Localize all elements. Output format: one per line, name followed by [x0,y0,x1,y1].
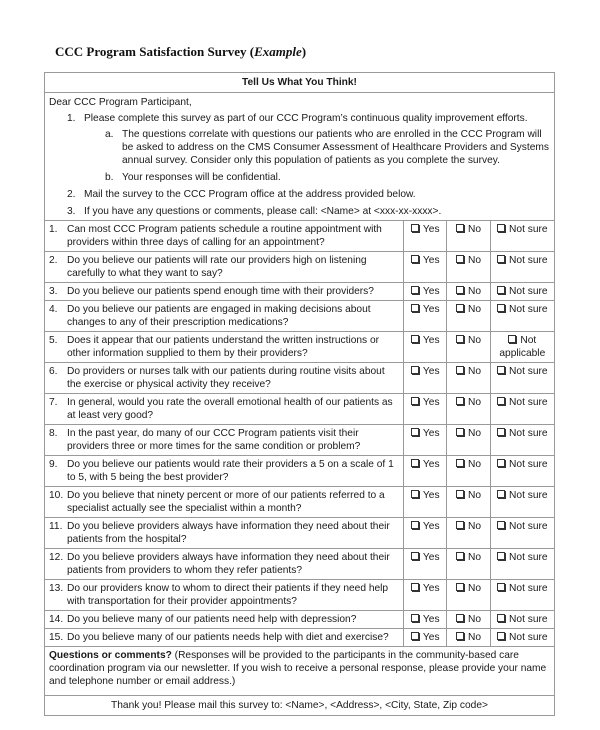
checkbox-icon[interactable] [456,632,464,640]
option-yes[interactable] [404,332,447,363]
checkbox-icon[interactable] [497,459,505,467]
option-label: No [467,632,481,643]
checkbox-icon[interactable] [456,490,464,498]
option-not-sure[interactable] [490,252,554,283]
option-no[interactable] [447,363,490,394]
question-cell [45,363,404,394]
option-no[interactable] [447,518,490,549]
title-close: ) [301,44,307,59]
option-no[interactable] [447,456,490,487]
option-label: Not sure [509,552,548,563]
option-label: Not sure [509,490,548,501]
checkbox-icon[interactable] [497,583,505,591]
question-cell [45,425,404,456]
option-label: No [467,224,481,235]
option-not-sure[interactable] [490,425,554,456]
checkbox-icon[interactable] [411,614,419,622]
option-yes[interactable] [404,487,447,518]
option-label: No [467,490,481,501]
greeting: Dear CCC Program Participant, [49,97,192,108]
option-label: Yes [422,428,440,439]
option-label: No [467,366,481,377]
checkbox-icon[interactable] [497,490,505,498]
footer-row [45,696,555,716]
option-label: No [467,335,481,346]
question-cell [45,549,404,580]
intro-item-text: Your responses will be confidential. [122,172,281,183]
question-text: Do you believe our patients are engaged in making decisions about changes to any of their prescription medications? [67,304,371,328]
option-yes[interactable] [404,252,447,283]
option-label: Yes [422,583,440,594]
checkbox-icon[interactable] [411,397,419,405]
question-text: Do you believe our patients will rate our providers high on listening carefully to what they want to say? [67,255,367,279]
option-label: Yes [422,335,440,346]
checkbox-icon[interactable] [456,286,464,294]
question-text: Do providers or nurses talk with our patients during routine visits about the exercise or physical activity they receive? [67,366,385,390]
option-label: Not sure [509,614,548,625]
checkbox-icon[interactable] [508,335,516,343]
intro-item-num: 3. [67,206,76,217]
option-not-sure[interactable] [490,456,554,487]
checkbox-icon[interactable] [456,397,464,405]
question-cell [45,629,404,647]
table-row [45,394,555,425]
option-no[interactable] [447,580,490,611]
intro-item [67,112,550,125]
question-text: Do you believe providers always have information they need about their patients from providers to whom they refer patients? [67,552,390,576]
option-label: Not applicable [499,335,546,359]
intro-item-text: Mail the survey to the CCC Program office at the address provided below. [84,189,416,200]
option-label: Not sure [509,224,548,235]
question-cell [45,456,404,487]
table-row [45,363,555,394]
question-number: 8. [49,428,58,439]
question-number: 6. [49,366,58,377]
option-label: No [467,255,481,266]
question-cell [45,221,404,252]
checkbox-icon[interactable] [497,397,505,405]
option-label: Yes [422,366,440,377]
option-yes[interactable] [404,611,447,629]
checkbox-icon[interactable] [456,304,464,312]
option-no[interactable] [447,629,490,647]
checkbox-icon[interactable] [411,521,419,529]
option-label: Not sure [509,366,548,377]
table-row [45,283,555,301]
question-number: 3. [49,286,58,297]
question-text: Do you believe providers always have information they need about their patients from the hospital? [67,521,390,545]
option-yes[interactable] [404,629,447,647]
question-text: Do you believe many of our patients need help with depression? [67,614,357,625]
option-label: No [467,286,481,297]
checkbox-icon[interactable] [456,552,464,560]
question-cell [45,332,404,363]
question-number: 2. [49,255,58,266]
option-label: Not sure [509,255,548,266]
option-label: No [467,459,481,470]
option-label: Not sure [509,459,548,470]
option-not-sure[interactable] [490,221,554,252]
option-not-sure[interactable] [490,363,554,394]
option-not-sure[interactable] [490,518,554,549]
question-number: 14. [49,614,64,625]
question-text: Do you believe many of our patients needs help with diet and exercise? [67,632,389,643]
checkbox-icon[interactable] [411,366,419,374]
question-text: Do you believe our patients would rate their providers a 5 on a scale of 1 to 5, with 5 being the best provider? [67,459,394,483]
intro-item-text: If you have any questions or comments, please call: <Name> at <xxx-xx-xxxx>. [84,206,442,217]
question-number: 12. [49,552,64,563]
checkbox-icon[interactable] [497,286,505,294]
checkbox-icon[interactable] [456,521,464,529]
option-not-sure[interactable] [490,283,554,301]
checkbox-icon[interactable] [497,366,505,374]
option-yes[interactable] [404,363,447,394]
checkbox-icon[interactable] [456,224,464,232]
question-number: 15. [49,632,64,643]
intro-item-num: 2. [67,189,76,200]
option-no[interactable] [447,283,490,301]
table-row [45,549,555,580]
question-cell [45,518,404,549]
question-cell [45,487,404,518]
option-no[interactable] [447,425,490,456]
table-row [45,252,555,283]
option-label: Yes [422,459,440,470]
checkbox-icon[interactable] [411,304,419,312]
option-label: Yes [422,614,440,625]
option-no[interactable] [447,549,490,580]
option-label: Not sure [509,632,548,643]
checkbox-icon[interactable] [456,428,464,436]
checkbox-icon[interactable] [411,632,419,640]
question-cell [45,580,404,611]
option-label: No [467,428,481,439]
option-not-sure[interactable] [490,487,554,518]
table-row [45,221,555,252]
option-not-sure[interactable] [490,611,554,629]
checkbox-icon[interactable] [456,614,464,622]
question-number: 13. [49,583,64,594]
question-text: Do you believe that ninety percent or more of our patients referred to a specialist actually see the specialist within a month? [67,490,385,514]
table-row [45,629,555,647]
intro-item-text: Please complete this survey as part of our CCC Program’s continuous quality improvement efforts. [84,113,528,124]
option-yes[interactable] [404,394,447,425]
option-yes[interactable] [404,425,447,456]
option-not-sure[interactable] [490,394,554,425]
option-label: Not sure [509,428,548,439]
question-cell [45,283,404,301]
option-label: Not sure [509,286,548,297]
intro-item [67,188,550,201]
option-yes[interactable] [404,283,447,301]
checkbox-icon[interactable] [497,304,505,312]
checkbox-icon[interactable] [497,632,505,640]
question-cell [45,611,404,629]
intro-item-num: b. [105,172,114,183]
option-label: No [467,304,481,315]
question-number: 7. [49,397,58,408]
checkbox-icon[interactable] [411,428,419,436]
title-italic: Example [254,44,302,59]
option-not-applicable[interactable] [490,332,554,363]
option-no[interactable] [447,394,490,425]
option-not-sure[interactable] [490,301,554,332]
question-text: Can most CCC Program patients schedule a routine appointment with providers within three days of calling for an appointment? [67,224,382,248]
option-label: Yes [422,304,440,315]
option-label: Not sure [509,521,548,532]
checkbox-icon[interactable] [411,490,419,498]
checkbox-icon[interactable] [411,552,419,560]
table-row [45,301,555,332]
question-text: In general, would you rate the overall emotional health of our patients as at least very good? [67,397,393,421]
checkbox-icon[interactable] [497,224,505,232]
table-row [45,332,555,363]
checkbox-icon[interactable] [497,614,505,622]
option-yes[interactable] [404,301,447,332]
checkbox-icon[interactable] [411,459,419,467]
intro-item-num: 1. [67,113,76,124]
checkbox-icon[interactable] [456,255,464,263]
footer-text: Thank you! Please mail this survey to: <Name>, <Address>, <City, State, Zip code> [45,696,555,716]
comments-label: Questions or comments? [49,650,172,661]
option-no[interactable] [447,221,490,252]
option-no[interactable] [447,252,490,283]
question-text: Does it appear that our patients understand the written instructions or other information supplied to them by their providers? [67,335,380,359]
option-label: Yes [422,255,440,266]
question-cell [45,394,404,425]
option-label: Yes [422,397,440,408]
question-number: 1. [49,224,58,235]
option-not-sure[interactable] [490,549,554,580]
checkbox-icon[interactable] [411,286,419,294]
checkbox-icon[interactable] [497,255,505,263]
option-label: Not sure [509,397,548,408]
option-label: Yes [422,490,440,501]
checkbox-icon[interactable] [411,335,419,343]
question-text: Do you believe our patients spend enough time with their providers? [67,286,374,297]
table-row [45,580,555,611]
option-not-sure[interactable] [490,629,554,647]
title-text: CCC Program Satisfaction Survey ( [55,44,255,59]
option-label: Yes [422,632,440,643]
checkbox-icon[interactable] [497,521,505,529]
question-number: 5. [49,335,58,346]
checkbox-icon[interactable] [411,583,419,591]
option-label: No [467,552,481,563]
table-header: Tell Us What You Think! [45,73,555,93]
option-label: Not sure [509,304,548,315]
option-no[interactable] [447,332,490,363]
question-number: 4. [49,304,58,315]
checkbox-icon[interactable] [456,335,464,343]
option-yes[interactable] [404,549,447,580]
intro-cell [45,93,555,221]
question-number: 9. [49,459,58,470]
option-label: No [467,521,481,532]
checkbox-icon[interactable] [497,552,505,560]
question-text: In the past year, do many of our CCC Program patients visit their providers three or more times for the same condition or problem? [67,428,361,452]
table-row [45,487,555,518]
option-yes[interactable] [404,518,447,549]
option-label: No [467,614,481,625]
option-yes[interactable] [404,580,447,611]
header-row [45,73,555,93]
comments-text: (Responses will be provided to the participants in the community-based care coordination program via our newsletter. If you wish to receive a personal response, please provide your name and telephone number or email address.) [49,650,547,687]
checkbox-icon[interactable] [497,428,505,436]
option-label: Yes [422,286,440,297]
question-number: 10. [49,490,64,501]
intro-item [67,205,550,218]
intro-item-num: a. [105,129,114,140]
option-label: Not sure [509,583,548,594]
intro-row [45,93,555,221]
option-label: Yes [422,521,440,532]
question-cell [45,252,404,283]
document-title [55,44,306,60]
option-yes[interactable] [404,221,447,252]
checkbox-icon[interactable] [411,224,419,232]
intro-subitem [105,171,550,184]
option-label: No [467,583,481,594]
question-number: 11. [49,521,63,532]
option-no[interactable] [447,611,490,629]
option-yes[interactable] [404,456,447,487]
checkbox-icon[interactable] [456,366,464,374]
table-row [45,611,555,629]
comments-cell[interactable] [45,647,555,696]
comments-row [45,647,555,696]
checkbox-icon[interactable] [456,583,464,591]
table-row [45,456,555,487]
option-no[interactable] [447,301,490,332]
question-cell [45,301,404,332]
option-no[interactable] [447,487,490,518]
table-row [45,425,555,456]
checkbox-icon[interactable] [411,255,419,263]
question-text: Do our providers know to whom to direct their patients if they need help with transportation for their provider appointments? [67,583,389,607]
option-not-sure[interactable] [490,580,554,611]
survey-table [44,72,555,716]
option-label: No [467,397,481,408]
table-row [45,518,555,549]
option-label: Yes [422,224,440,235]
option-label: Yes [422,552,440,563]
intro-subitem [105,128,550,167]
checkbox-icon[interactable] [456,459,464,467]
intro-item-text: The questions correlate with questions our patients who are enrolled in the CCC Program will be asked to address on the CMS Consumer Assessment of Healthcare Providers and Systems annual survey. Consider only this population of patients as you complete the survey. [122,129,549,166]
